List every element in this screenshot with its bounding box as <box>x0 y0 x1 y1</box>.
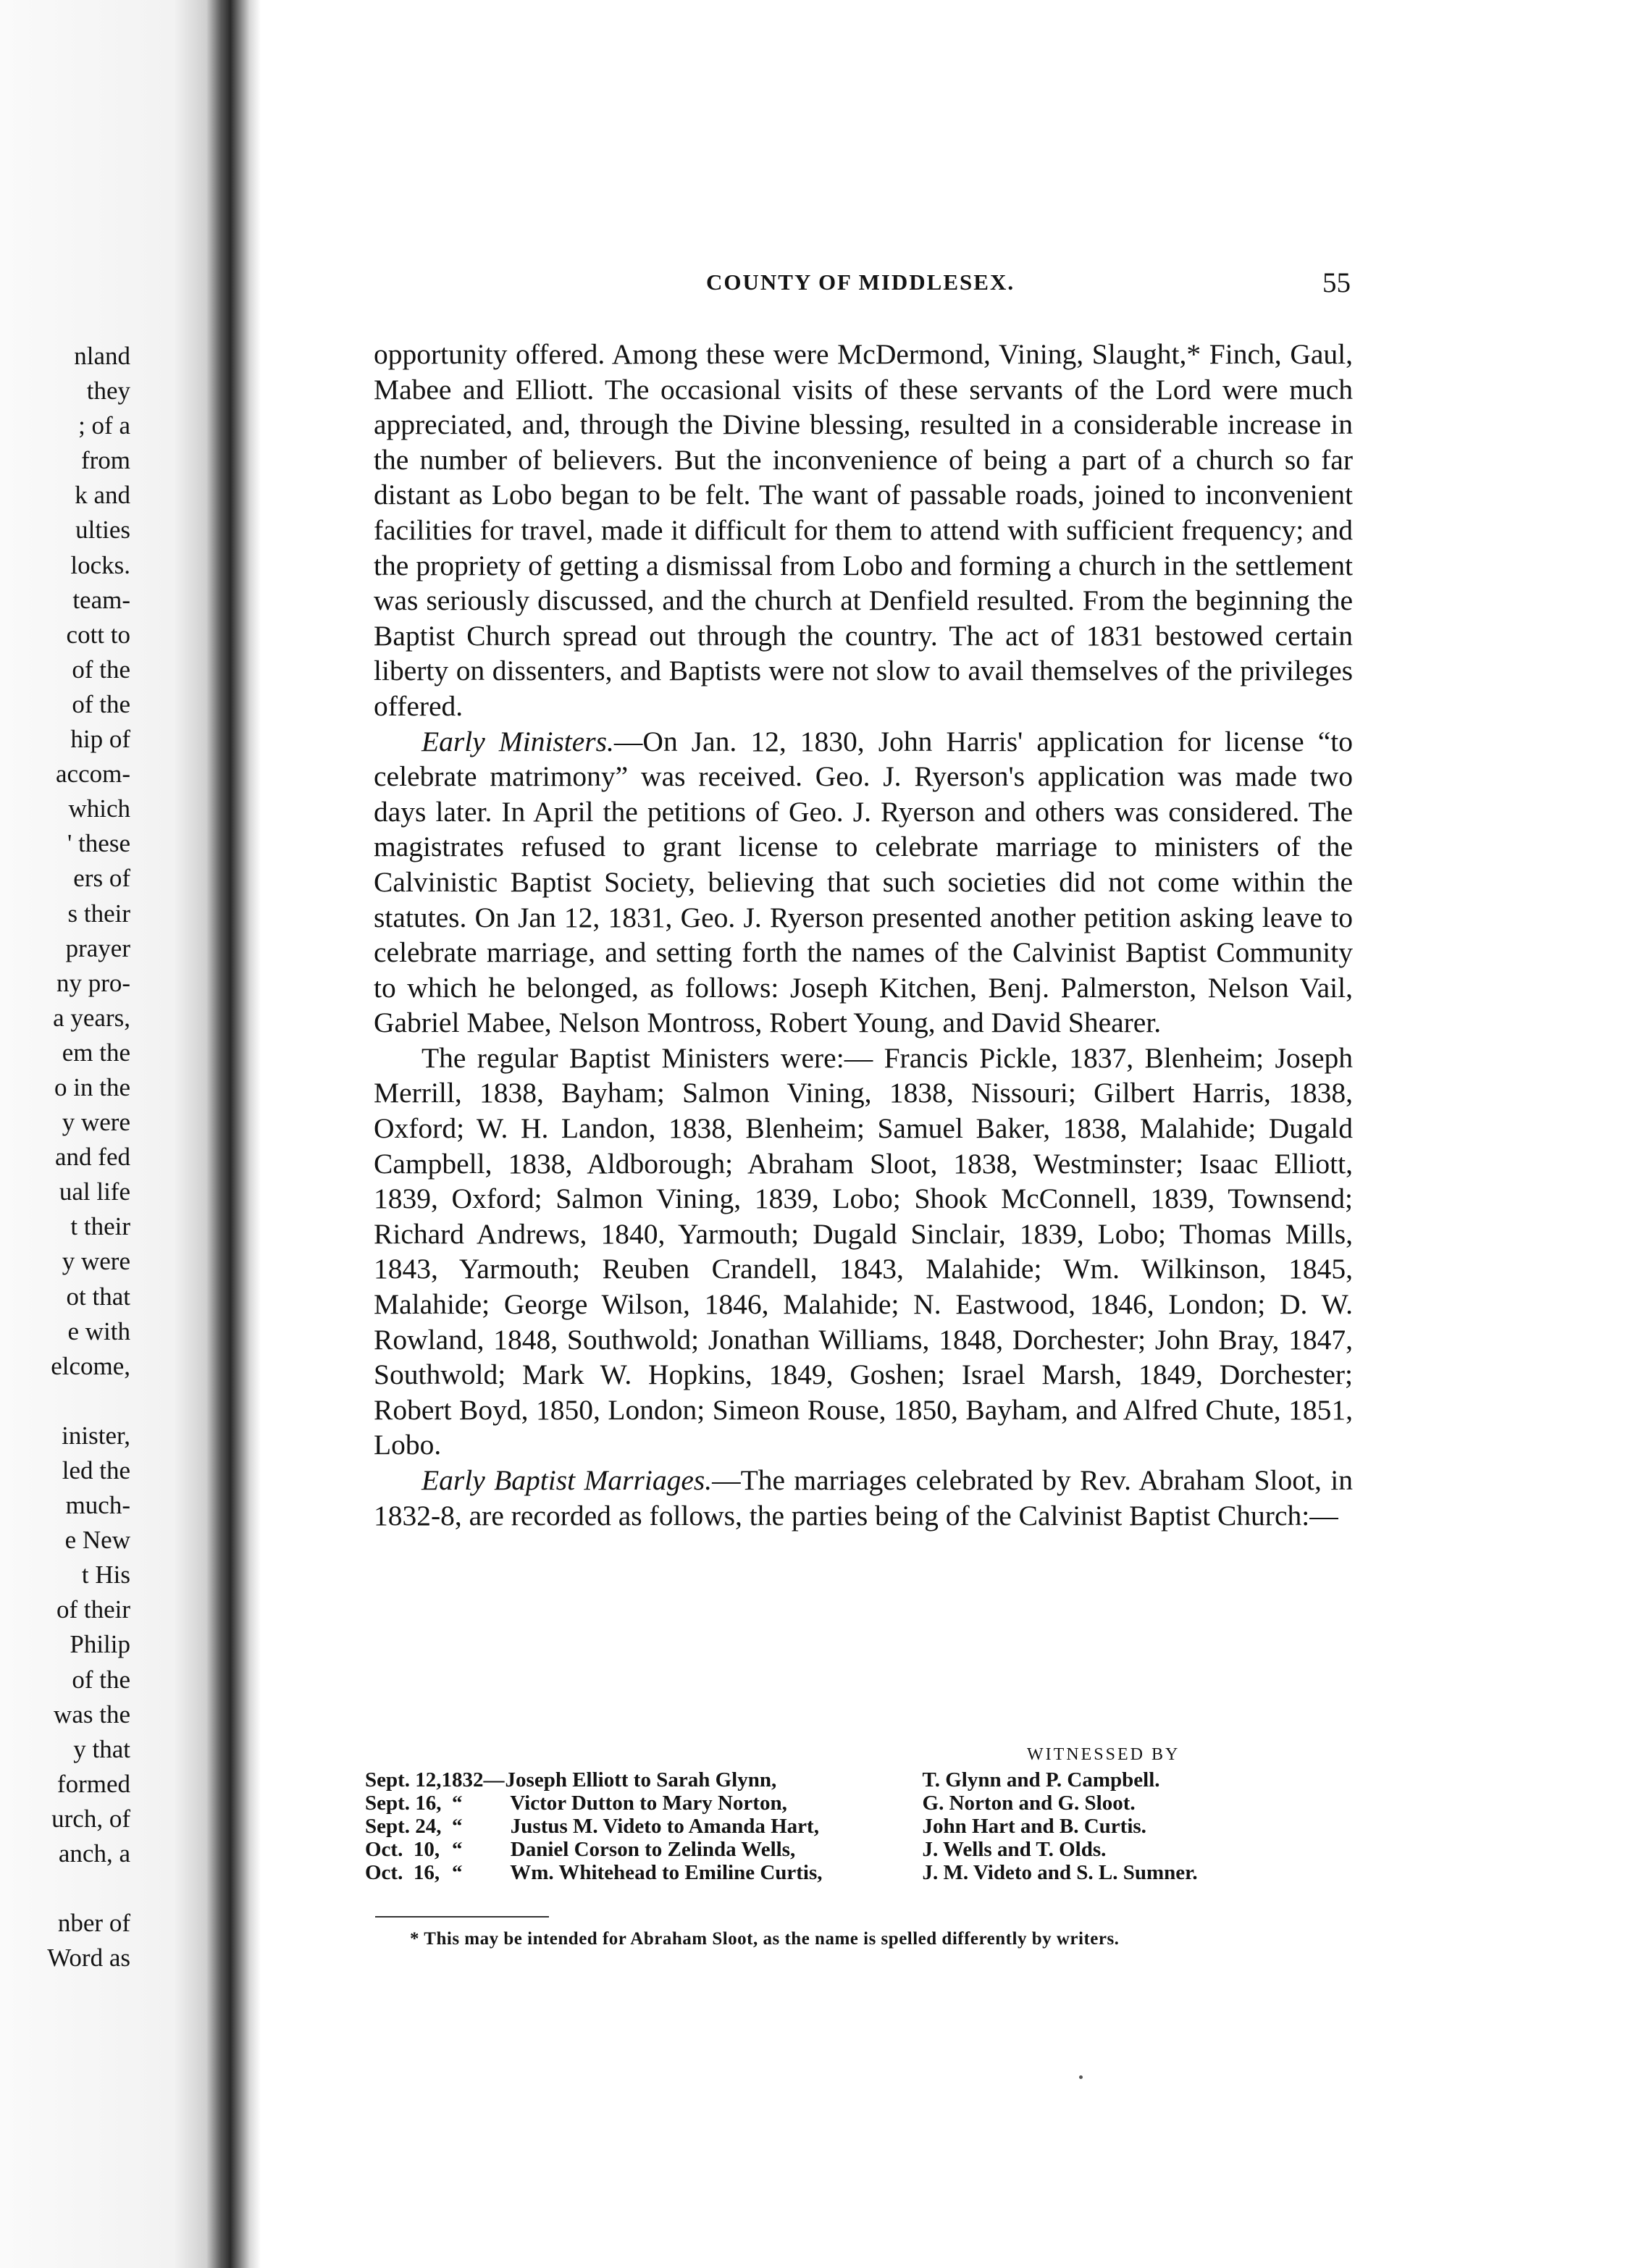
previous-page-line: Word as <box>47 1944 130 1973</box>
marriage-year: “ <box>441 1792 463 1815</box>
marriage-year: “ <box>441 1815 463 1838</box>
marriage-row <box>365 1838 1198 1861</box>
marriage-witnesses: T. Glynn and P. Campbell. <box>922 1768 1160 1792</box>
previous-page-line: t His <box>81 1561 130 1589</box>
previous-page-line: nland <box>74 342 130 370</box>
previous-page-line <box>0 1871 130 1906</box>
previous-page-line: of the <box>72 689 130 718</box>
previous-page-line: ' these <box>67 829 130 858</box>
marriages-table <box>365 1768 1198 1884</box>
previous-page-line: ers of <box>73 864 130 893</box>
previous-page-line: ulties <box>75 516 130 545</box>
marriage-year: “ <box>441 1861 463 1884</box>
page-number: 55 <box>1322 267 1351 298</box>
marriage-couple: Joseph Elliott to Sarah Glynn, <box>505 1768 777 1792</box>
marriage-couple: Justus M. Videto to Amanda Hart, <box>505 1815 819 1838</box>
previous-page-line: which <box>68 794 130 823</box>
marriage-date: Sept. 16, <box>365 1792 442 1815</box>
previous-page-line <box>0 1384 130 1419</box>
previous-page-line: ny pro- <box>56 968 130 997</box>
previous-page-line: cott to <box>66 620 130 649</box>
marriage-couple: Wm. Whitehead to Emiline Curtis, <box>505 1861 823 1884</box>
marriage-witnesses: G. Norton and G. Sloot. <box>922 1792 1136 1815</box>
previous-page-line: em the <box>62 1038 130 1067</box>
main-text <box>374 337 1353 1533</box>
marriage-date: Oct. 16, <box>365 1861 440 1884</box>
previous-page-line: o in the <box>54 1072 130 1101</box>
marriage-date: Oct. 10, <box>365 1838 440 1861</box>
marriage-year: “ <box>441 1838 463 1861</box>
previous-page-line: anch, a <box>58 1839 130 1868</box>
running-header: COUNTY OF MIDDLESEX. <box>706 269 1015 295</box>
previous-page-fragments <box>0 339 130 1975</box>
witnessed-by-heading: WITNESSED BY <box>1027 1745 1180 1764</box>
paragraph-regular-ministers: The regular Baptist Ministers were:— Francis Pickle, 1837, Blenheim; Joseph Merrill, 1838, Bayham; Salmon Vining, 1838, Nissouri; Gilbert Harris, 1838, Oxford; W. H. Landon, 1838, Blenheim; Samuel Baker, 1838, Malahide; Dugald Campbell, 1838, Aldborough; Abraham Sloot, 1838, Westminster; Isaac Elliott, 1839, Oxford; Salmon Vining, 1839, Lobo; Shook McConnell, 1839, Townsend; Richard Andrews, 1840, Yarmouth; Dugald Sinclair, 1839, Lobo; Thomas Mills, 1843, Yarmouth; Reuben Crandell, 1843, Malahide; Wm. Wilkinson, 1845, Malahide; George Wilson, 1846, Malahide; N. Eastwood, 1846, London; D. W. Rowland, 1848, Southwold; Jonathan Williams, 1848, Dorchester; John Bray, 1847, Southwold; Mark W. Hopkins, 1849, Goshen; Israel Marsh, 1849, Dorchester; Robert Boyd, 1850, London; Simeon Rouse, 1850, Bayham, and Alfred Chute, 1851, Lobo. <box>374 1041 1353 1461</box>
marriage-year: 1832— <box>441 1768 505 1792</box>
footnote: * This may be intended for Abraham Sloot, as the name is spelled differently by writers. <box>410 1929 1120 1949</box>
previous-page-line: of the <box>72 655 130 684</box>
previous-page-line: and fed <box>55 1143 130 1172</box>
previous-page-line: led the <box>62 1456 130 1484</box>
previous-page-line: much- <box>65 1491 130 1520</box>
previous-page-line: ot that <box>66 1282 130 1311</box>
marriage-couple: Daniel Corson to Zelinda Wells, <box>505 1838 796 1861</box>
paragraph-early-marriages <box>374 1463 1353 1533</box>
marriage-row <box>365 1792 1198 1815</box>
marriage-witnesses: J. Wells and T. Olds. <box>922 1838 1107 1861</box>
marriage-date: Sept. 12, <box>365 1768 442 1792</box>
previous-page-line: y were <box>62 1247 130 1276</box>
previous-page-line: y were <box>62 1108 130 1137</box>
previous-page-line: a years, <box>53 1003 130 1032</box>
previous-page-line: team- <box>72 585 130 614</box>
previous-page-line: hip of <box>70 725 130 754</box>
previous-page-line: s their <box>67 899 130 928</box>
previous-page-line: urch, of <box>51 1804 130 1833</box>
previous-page-line: y that <box>73 1734 130 1763</box>
marriage-row <box>365 1815 1198 1838</box>
previous-page-line: from <box>80 446 130 475</box>
previous-page-line: inister, <box>62 1421 130 1450</box>
ink-speck <box>1079 2075 1083 2079</box>
early-ministers-text: —On Jan. 12, 1830, John Harris' application for license “to celebrate matrimony” was received. Geo. J. Ryerson's application was made two days later. In April the petitions of Geo. J. Ryerson and others was considered. The magistrates refused to grant license to celebrate marriage to ministers of the Calvinistic Baptist Society, believing that such societies did not come within the statutes. On Jan 12, 1831, Geo. J. Ryerson presented another petition asking leave to celebrate marriage, and setting forth the names of the Calvinist Baptist Community to which he belonged, as follows: Joseph Kitchen, Benj. Palmerston, Nelson Vail, Gabriel Mabee, Nelson Montross, Robert Young, and David Shearer. <box>374 725 1353 1039</box>
previous-page-line: e with <box>67 1316 130 1345</box>
previous-page-line: t their <box>70 1212 130 1241</box>
marriage-row <box>365 1861 1198 1884</box>
paragraph-early-ministers <box>374 724 1353 1041</box>
marriage-date: Sept. 24, <box>365 1815 442 1838</box>
previous-page-line: formed <box>56 1769 130 1798</box>
section-heading-early-ministers: Early Ministers. <box>421 725 614 757</box>
previous-page-line: Philip <box>70 1630 130 1659</box>
early-marriages-text: —The marriages celebrated by Rev. Abraham Sloot, in 1832-8, are recorded as follows, the parties being of the Calvinist Baptist Church:— <box>374 1464 1353 1532</box>
paragraph-opportunity: opportunity offered. Among these were McDermond, Vining, Slaught,* Finch, Gaul, Mabee and Elliott. The occasional visits of these servants of the Lord were much appreciated, and, through the Divine blessing, resulted in a considerable increase in the number of believers. But the inconvenience of being a part of a church so far distant as Lobo began to be felt. The want of passable roads, joined to inconvenient facilities for travel, made it difficult for them to attend with sufficient frequency; and the propriety of getting a dismissal from Lobo and forming a church in the settlement was seriously discussed, and the church at Denfield resulted. From the beginning the Baptist Church spread out through the country. The act of 1831 bestowed certain liberty on dissenters, and Baptists were not slow to avail themselves of the privileges offered. <box>374 338 1353 722</box>
marriage-couple: Victor Dutton to Mary Norton, <box>505 1792 787 1815</box>
footnote-rule <box>375 1916 549 1918</box>
previous-page-line: was the <box>54 1700 130 1729</box>
previous-page-line: k and <box>75 481 130 510</box>
previous-page-line: locks. <box>70 550 130 579</box>
previous-page-line: nber of <box>57 1909 130 1938</box>
previous-page-line: ; of a <box>78 411 130 440</box>
marriage-witnesses: J. M. Videto and S. L. Sumner. <box>922 1861 1198 1884</box>
marriage-row <box>365 1768 1198 1792</box>
previous-page-line: they <box>86 377 130 406</box>
marriage-witnesses: John Hart and B. Curtis. <box>922 1815 1146 1838</box>
previous-page-line: ual life <box>59 1177 130 1206</box>
previous-page-line: elcome, <box>51 1351 130 1380</box>
previous-page-line: of their <box>56 1595 130 1624</box>
section-heading-early-marriages: Early Baptist Marriages. <box>421 1464 713 1496</box>
previous-page-line: e New <box>64 1526 130 1555</box>
previous-page-line: accom- <box>56 760 130 789</box>
previous-page-line: of the <box>72 1665 130 1694</box>
previous-page-line: prayer <box>65 933 130 962</box>
